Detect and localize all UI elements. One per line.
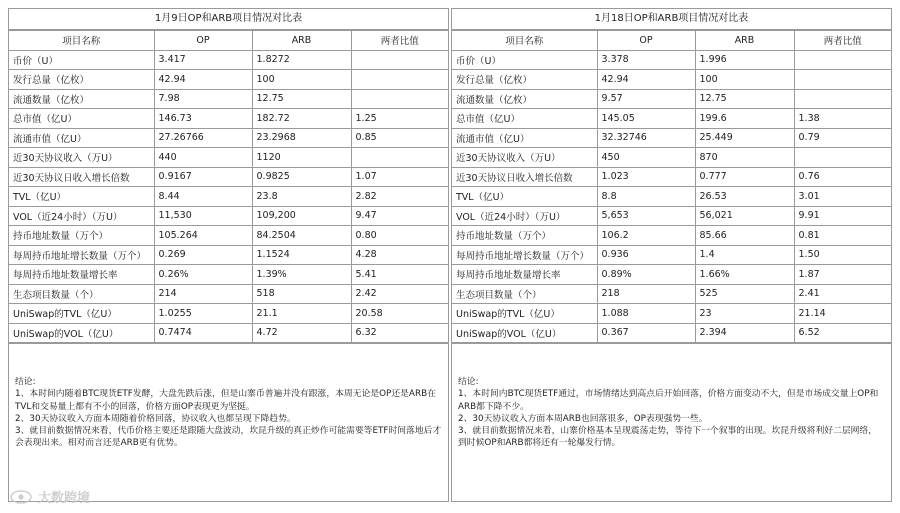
arb-value-cell: 1.1524 xyxy=(252,245,351,265)
header-ratio: 两者比值 xyxy=(351,31,448,51)
watermark xyxy=(10,487,90,506)
ratio-cell xyxy=(794,148,891,168)
arb-value-cell: 1.4 xyxy=(695,245,794,265)
table-row xyxy=(452,284,891,304)
left-table-body xyxy=(9,50,448,343)
arb-value-cell: 23.8 xyxy=(252,187,351,207)
ratio-cell: 21.14 xyxy=(794,304,891,324)
conclusion-paragraph: 2、30天协议收入方面本周随着价格回落，协议收入也都呈现下降趋势。 xyxy=(15,413,296,424)
arb-value-cell: 100 xyxy=(252,70,351,90)
item-name-cell: 币价（U） xyxy=(452,50,597,70)
header-op: OP xyxy=(597,31,695,51)
ratio-cell: 20.58 xyxy=(351,304,448,324)
arb-value-cell: 23 xyxy=(695,304,794,324)
table-row xyxy=(452,187,891,207)
table-row xyxy=(452,304,891,324)
op-value-cell: 0.9167 xyxy=(154,167,252,187)
op-value-cell: 1.023 xyxy=(597,167,695,187)
ratio-cell: 0.81 xyxy=(794,226,891,246)
arb-value-cell: 25.449 xyxy=(695,128,794,148)
header-item-name: 项目名称 xyxy=(452,31,597,51)
arb-value-cell: 518 xyxy=(252,284,351,304)
arb-value-cell: 21.1 xyxy=(252,304,351,324)
item-name-cell: VOL（近24小时）（万U） xyxy=(9,206,154,226)
header-op: OP xyxy=(154,31,252,51)
arb-value-cell: 1.996 xyxy=(695,50,794,70)
arb-value-cell: 199.6 xyxy=(695,109,794,129)
header-arb: ARB xyxy=(252,31,351,51)
table-row xyxy=(452,89,891,109)
item-name-cell: VOL（近24小时）（万U） xyxy=(452,206,597,226)
op-value-cell: 3.378 xyxy=(597,50,695,70)
op-value-cell: 5,653 xyxy=(597,206,695,226)
table-row xyxy=(9,323,448,343)
table-row xyxy=(9,187,448,207)
ratio-cell: 0.79 xyxy=(794,128,891,148)
ratio-cell xyxy=(351,70,448,90)
conclusion-paragraph: 2、30天协议收入方面本周ARB也回落很多，OP表现强势一些。 xyxy=(458,413,708,424)
ratio-cell: 2.41 xyxy=(794,284,891,304)
conclusion-heading: 结论: xyxy=(458,377,479,387)
ratio-cell: 0.80 xyxy=(351,226,448,246)
item-name-cell: 每周持币地址数量增长率 xyxy=(452,265,597,285)
item-name-cell: 每周持币地址增长数量（万个） xyxy=(452,245,597,265)
arb-value-cell: 182.72 xyxy=(252,109,351,129)
arb-value-cell: 0.777 xyxy=(695,167,794,187)
op-value-cell: 218 xyxy=(597,284,695,304)
left-comparison-table xyxy=(9,30,448,343)
table-row xyxy=(452,323,891,343)
ratio-cell: 9.47 xyxy=(351,206,448,226)
op-value-cell: 0.89% xyxy=(597,265,695,285)
table-row xyxy=(452,50,891,70)
arb-value-cell: 109,200 xyxy=(252,206,351,226)
right-comparison-panel xyxy=(451,8,892,502)
right-table-title: 1月18日OP和ARB项目情况对比表 xyxy=(452,9,891,30)
ratio-cell xyxy=(794,50,891,70)
ratio-cell xyxy=(351,89,448,109)
ratio-cell: 0.85 xyxy=(351,128,448,148)
arb-value-cell: 2.394 xyxy=(695,323,794,343)
header-item-name: 项目名称 xyxy=(9,31,154,51)
table-row xyxy=(9,128,448,148)
conclusion-paragraph: 3、就目前数据情况来看，代币价格主要还是跟随大盘波动，坎昆升级的真正炒作可能需要等ETF时间落地后才会表现出来。相对而言还是ARB更有优势。 xyxy=(15,426,442,449)
table-row xyxy=(9,245,448,265)
table-row xyxy=(9,50,448,70)
op-value-cell: 0.26% xyxy=(154,265,252,285)
item-name-cell: 近30天协议日收入增长倍数 xyxy=(452,167,597,187)
conclusion-paragraph: 1、本时间内随着BTC现货ETF发酵，大盘先跌后涨，但是山寨币普遍并没有跟涨，本周无论是OP还是ARB在TVL和交易量上都有不小的回落，价格方面OP表现更为坚挺。 xyxy=(15,389,436,412)
op-value-cell: 0.269 xyxy=(154,245,252,265)
arb-value-cell: 12.75 xyxy=(695,89,794,109)
table-row xyxy=(9,109,448,129)
item-name-cell: 近30天协议日收入增长倍数 xyxy=(9,167,154,187)
op-value-cell: 27.26766 xyxy=(154,128,252,148)
item-name-cell: 近30天协议收入（万U） xyxy=(452,148,597,168)
op-value-cell: 0.367 xyxy=(597,323,695,343)
arb-value-cell: 84.2504 xyxy=(252,226,351,246)
op-value-cell: 7.98 xyxy=(154,89,252,109)
item-name-cell: 发行总量（亿枚） xyxy=(9,70,154,90)
ratio-cell: 1.50 xyxy=(794,245,891,265)
op-value-cell: 32.32746 xyxy=(597,128,695,148)
item-name-cell: UniSwap的VOL（亿U） xyxy=(452,323,597,343)
arb-value-cell: 56,021 xyxy=(695,206,794,226)
watermark-text: 大数跨境 xyxy=(38,491,91,506)
op-value-cell: 1.0255 xyxy=(154,304,252,324)
op-value-cell: 42.94 xyxy=(154,70,252,90)
conclusion-heading: 结论: xyxy=(15,377,36,387)
ratio-cell: 6.52 xyxy=(794,323,891,343)
left-conclusion xyxy=(9,343,448,496)
arb-value-cell: 4.72 xyxy=(252,323,351,343)
item-name-cell: TVL（亿U） xyxy=(452,187,597,207)
item-name-cell: 总市值（亿U） xyxy=(9,109,154,129)
eye-logo-icon xyxy=(10,490,32,504)
op-value-cell: 1.088 xyxy=(597,304,695,324)
ratio-cell: 1.07 xyxy=(351,167,448,187)
item-name-cell: TVL（亿U） xyxy=(9,187,154,207)
arb-value-cell: 525 xyxy=(695,284,794,304)
item-name-cell: UniSwap的TVL（亿U） xyxy=(9,304,154,324)
left-comparison-panel xyxy=(8,8,449,502)
op-value-cell: 3.417 xyxy=(154,50,252,70)
op-value-cell: 42.94 xyxy=(597,70,695,90)
ratio-cell: 9.91 xyxy=(794,206,891,226)
arb-value-cell: 26.53 xyxy=(695,187,794,207)
op-value-cell: 106.2 xyxy=(597,226,695,246)
ratio-cell: 3.01 xyxy=(794,187,891,207)
left-table-title: 1月9日OP和ARB项目情况对比表 xyxy=(9,9,448,30)
ratio-cell: 4.28 xyxy=(351,245,448,265)
arb-value-cell: 85.66 xyxy=(695,226,794,246)
item-name-cell: 流通市值（亿U） xyxy=(452,128,597,148)
op-value-cell: 8.44 xyxy=(154,187,252,207)
op-value-cell: 0.936 xyxy=(597,245,695,265)
op-value-cell: 145.05 xyxy=(597,109,695,129)
ratio-cell: 1.87 xyxy=(794,265,891,285)
table-row xyxy=(9,167,448,187)
item-name-cell: 持币地址数量（万个） xyxy=(452,226,597,246)
table-row xyxy=(452,167,891,187)
item-name-cell: 流通数量（亿枚） xyxy=(452,89,597,109)
item-name-cell: 持币地址数量（万个） xyxy=(9,226,154,246)
item-name-cell: 币价（U） xyxy=(9,50,154,70)
item-name-cell: 总市值（亿U） xyxy=(452,109,597,129)
table-row xyxy=(9,265,448,285)
item-name-cell: 发行总量（亿枚） xyxy=(452,70,597,90)
item-name-cell: 生态项目数量（个） xyxy=(452,284,597,304)
op-value-cell: 450 xyxy=(597,148,695,168)
op-value-cell: 105.264 xyxy=(154,226,252,246)
table-row xyxy=(9,70,448,90)
table-row xyxy=(9,304,448,324)
right-table-body xyxy=(452,50,891,343)
ratio-cell xyxy=(794,89,891,109)
right-conclusion xyxy=(452,343,891,496)
ratio-cell: 0.76 xyxy=(794,167,891,187)
arb-value-cell: 1120 xyxy=(252,148,351,168)
item-name-cell: 生态项目数量（个） xyxy=(9,284,154,304)
op-value-cell: 146.73 xyxy=(154,109,252,129)
op-value-cell: 0.7474 xyxy=(154,323,252,343)
op-value-cell: 11,530 xyxy=(154,206,252,226)
right-comparison-table xyxy=(452,30,891,343)
item-name-cell: 流通市值（亿U） xyxy=(9,128,154,148)
op-value-cell: 214 xyxy=(154,284,252,304)
table-row xyxy=(452,70,891,90)
ratio-cell xyxy=(351,50,448,70)
arb-value-cell: 1.39% xyxy=(252,265,351,285)
arb-value-cell: 1.8272 xyxy=(252,50,351,70)
item-name-cell: 每周持币地址数量增长率 xyxy=(9,265,154,285)
conclusion-paragraph: 3、就目前数据情况来看，山寨价格基本呈现震荡走势，等待下一个叙事的出现。坎昆升级将利好二层网络，到时候OP和ARB都将还有一轮爆发行情。 xyxy=(458,426,878,449)
table-row xyxy=(452,206,891,226)
table-row xyxy=(9,226,448,246)
ratio-cell: 2.42 xyxy=(351,284,448,304)
item-name-cell: 流通数量（亿枚） xyxy=(9,89,154,109)
table-row xyxy=(9,148,448,168)
right-header-row xyxy=(452,31,891,51)
ratio-cell: 5.41 xyxy=(351,265,448,285)
item-name-cell: UniSwap的TVL（亿U） xyxy=(452,304,597,324)
item-name-cell: 近30天协议收入（万U） xyxy=(9,148,154,168)
op-value-cell: 440 xyxy=(154,148,252,168)
ratio-cell xyxy=(794,70,891,90)
arb-value-cell: 1.66% xyxy=(695,265,794,285)
table-row xyxy=(452,128,891,148)
header-ratio: 两者比值 xyxy=(794,31,891,51)
arb-value-cell: 870 xyxy=(695,148,794,168)
op-value-cell: 8.8 xyxy=(597,187,695,207)
table-row xyxy=(452,245,891,265)
table-row xyxy=(452,148,891,168)
ratio-cell: 6.32 xyxy=(351,323,448,343)
header-arb: ARB xyxy=(695,31,794,51)
arb-value-cell: 12.75 xyxy=(252,89,351,109)
table-row xyxy=(452,226,891,246)
table-row xyxy=(9,206,448,226)
table-row xyxy=(452,109,891,129)
arb-value-cell: 23.2968 xyxy=(252,128,351,148)
item-name-cell: 每周持币地址增长数量（万个） xyxy=(9,245,154,265)
left-header-row xyxy=(9,31,448,51)
table-row xyxy=(9,284,448,304)
op-value-cell: 9.57 xyxy=(597,89,695,109)
conclusion-paragraph: 1、本时间内BTC现货ETF通过，市场情绪达到高点后开始回落，价格方面变动不大，但是市场成交量上OP和ARB都下降不少。 xyxy=(458,389,879,412)
table-row xyxy=(452,265,891,285)
ratio-cell xyxy=(351,148,448,168)
arb-value-cell: 0.9825 xyxy=(252,167,351,187)
item-name-cell: UniSwap的VOL（亿U） xyxy=(9,323,154,343)
arb-value-cell: 100 xyxy=(695,70,794,90)
ratio-cell: 2.82 xyxy=(351,187,448,207)
ratio-cell: 1.38 xyxy=(794,109,891,129)
ratio-cell: 1.25 xyxy=(351,109,448,129)
table-row xyxy=(9,89,448,109)
